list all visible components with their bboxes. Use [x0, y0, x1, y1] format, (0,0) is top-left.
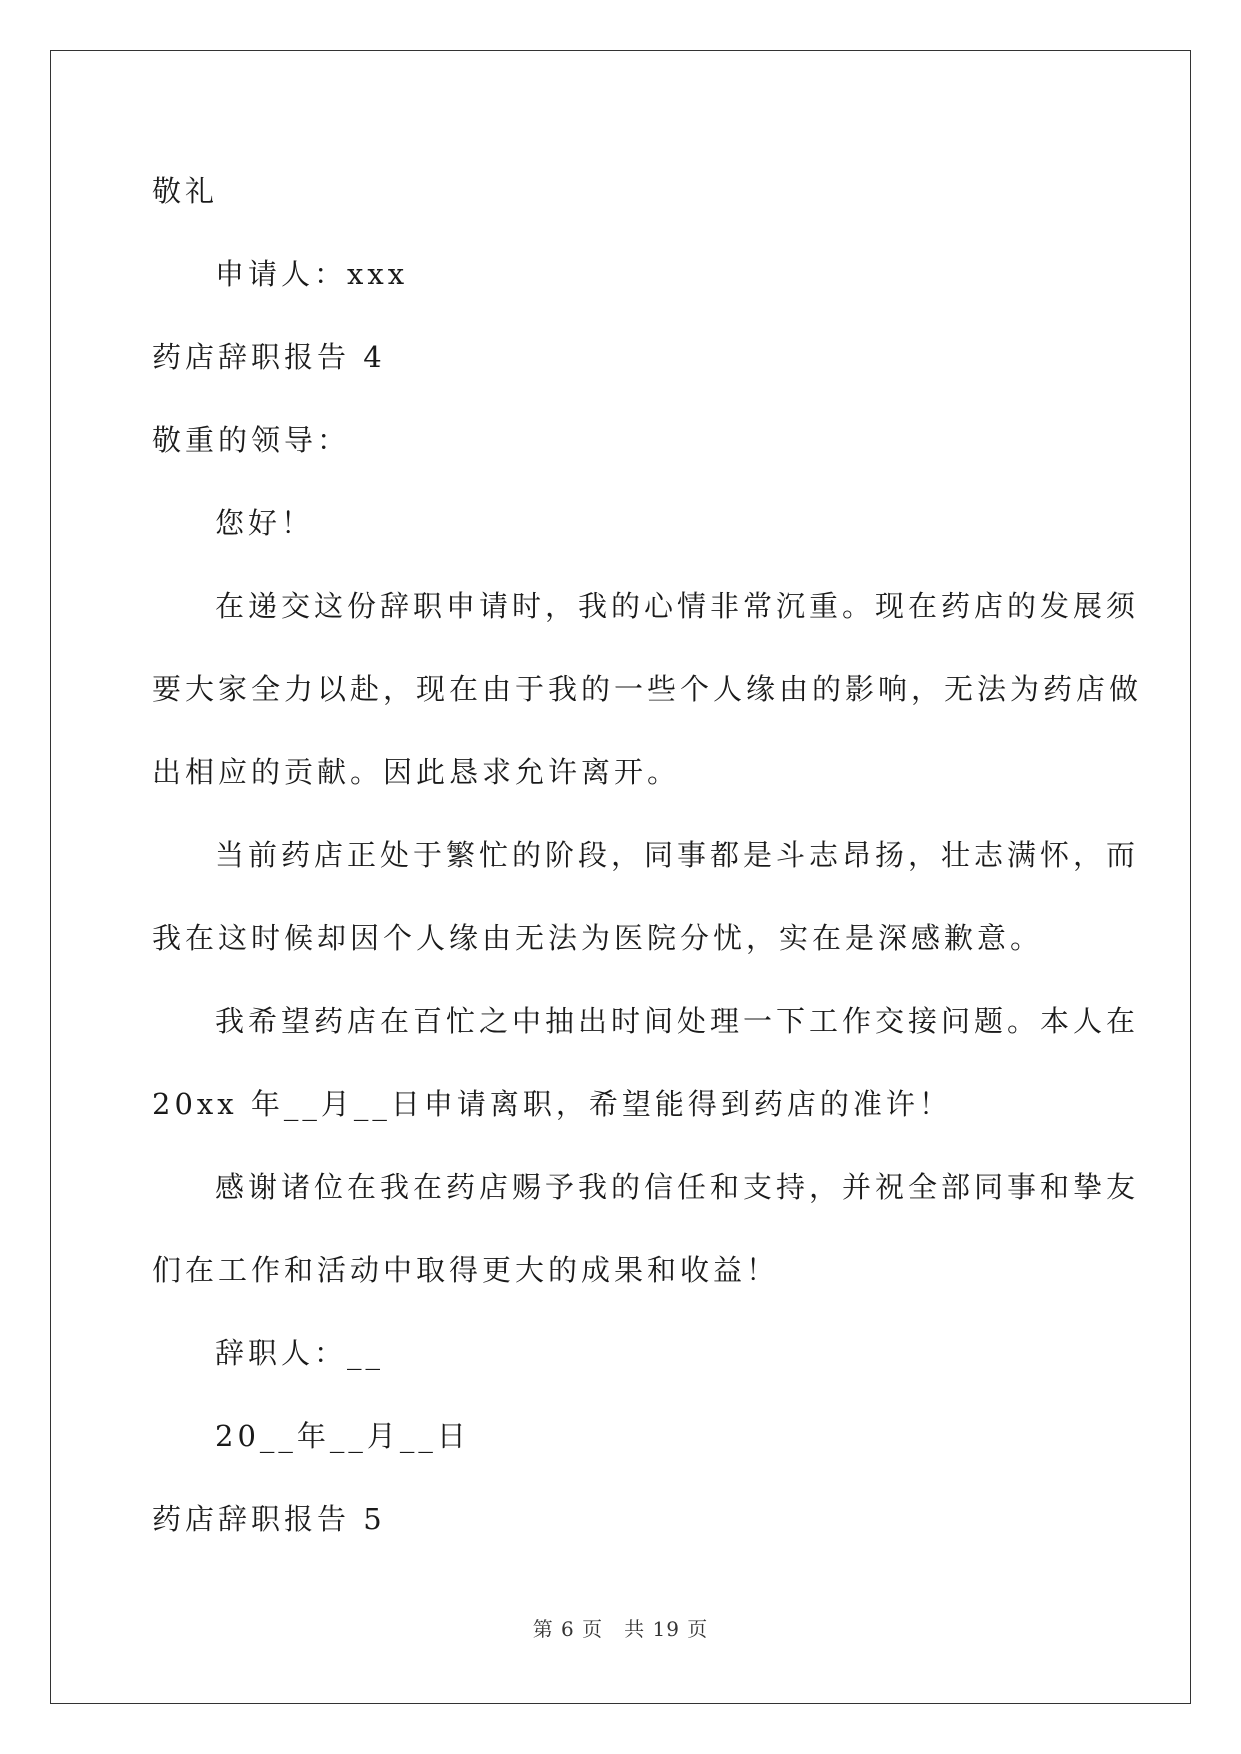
- date-line: 20__年__月__日: [215, 1419, 470, 1453]
- paragraph-line: 们在工作和活动中取得更大的成果和收益！: [152, 1253, 780, 1287]
- paragraph-line: 感谢诸位在我在药店赐予我的信任和支持，并祝全部同事和挚友: [215, 1170, 1140, 1204]
- paragraph-line: 20xx 年__月__日申请离职，希望能得到药店的准许！: [152, 1087, 952, 1121]
- page-number-footer: 第 6 页 共 19 页: [532, 1617, 709, 1641]
- applicant-line: 申请人：xxx: [215, 257, 409, 291]
- section-heading-5: 药店辞职报告 5: [152, 1502, 386, 1536]
- paragraph-line: 出相应的贡献。因此恳求允许离开。: [152, 755, 681, 789]
- paragraph-line: 我在这时候却因个人缘由无法为医院分忧，实在是深感歉意。: [152, 921, 1044, 955]
- paragraph-line: 要大家全力以赴，现在由于我的一些个人缘由的影响，无法为药店做: [152, 672, 1143, 706]
- closing-salutation: 敬礼: [152, 174, 219, 208]
- resigner-line: 辞职人：__: [215, 1336, 385, 1370]
- section-heading-4: 药店辞职报告 4: [152, 340, 386, 374]
- paragraph-line: 当前药店正处于繁忙的阶段，同事都是斗志昂扬，壮志满怀，而: [215, 838, 1140, 872]
- hello-line: 您好！: [215, 506, 315, 540]
- paragraph-line: 我希望药店在百忙之中抽出时间处理一下工作交接问题。本人在: [215, 1004, 1140, 1038]
- greeting: 敬重的领导：: [152, 423, 351, 457]
- page-frame: [50, 50, 1191, 1704]
- paragraph-line: 在递交这份辞职申请时，我的心情非常沉重。现在药店的发展须: [215, 589, 1140, 623]
